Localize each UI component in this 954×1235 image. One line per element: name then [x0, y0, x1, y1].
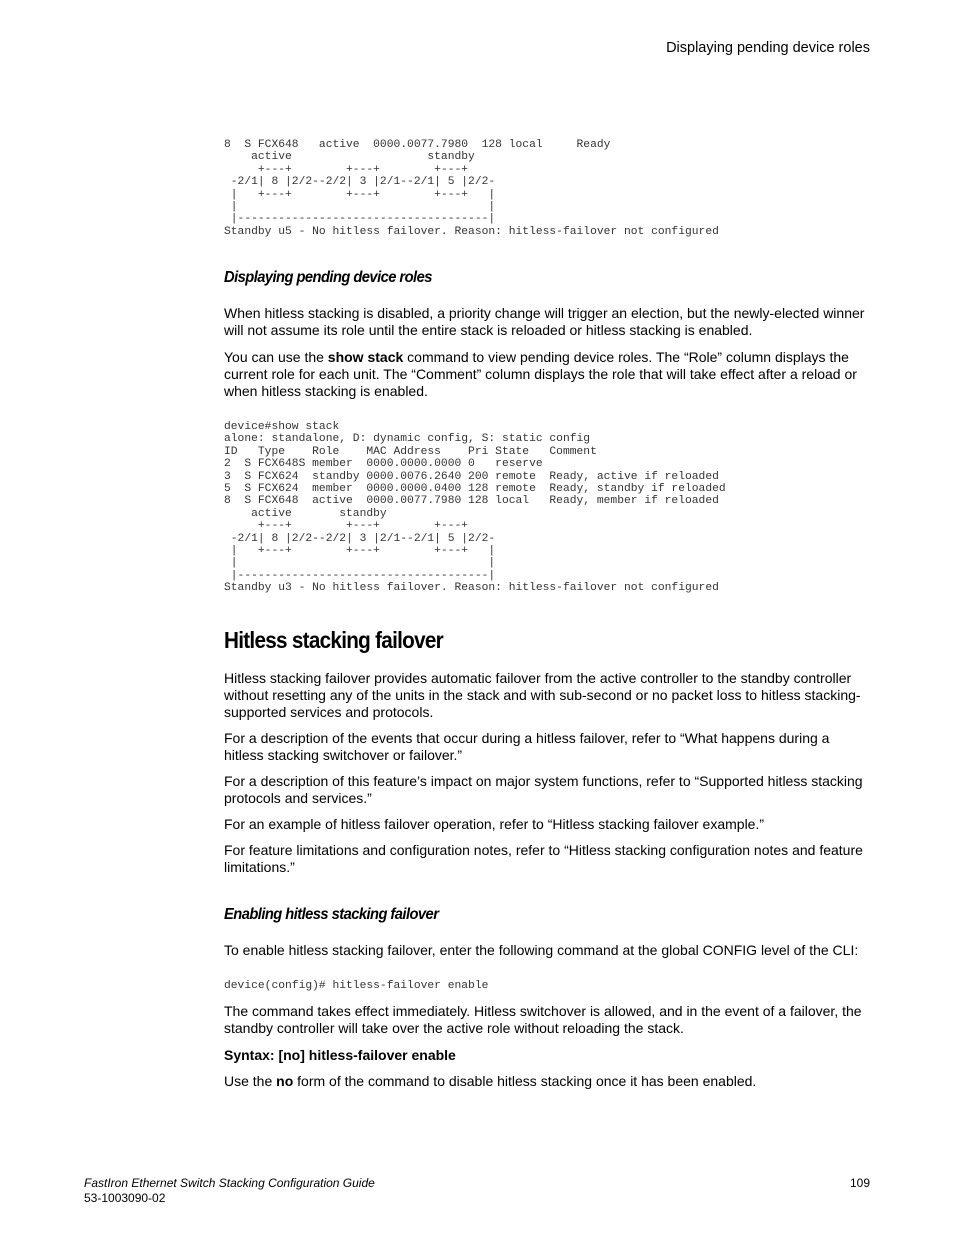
command-show-stack: show stack: [327, 349, 404, 365]
heading-enabling-failover: Enabling hitless stacking failover: [224, 906, 439, 923]
paragraph-failover-impact: For a description of this feature’s impact on major system functions, refer to “Supported hitless stacking protocols and services.”: [224, 773, 863, 806]
text-fragment: command to view pending device roles. The “Role” column displays the current role for each unit. The “Comment” column displays the role that will take effect after a reload or when hitless stacking is enabled.: [224, 349, 857, 399]
paragraph-failover-example: For an example of hitless failover operation, refer to “Hitless stacking failover example.”: [224, 816, 765, 832]
heading-hitless-stacking-failover: Hitless stacking failover: [224, 627, 444, 653]
syntax-line: Syntax: [no] hitless-failover enable: [224, 1047, 456, 1063]
paragraph-failover-events: For a description of the events that occur during a hitless failover, refer to “What happens during a hitless stacking switchover or failover.”: [224, 730, 830, 763]
paragraph-show-stack: [224, 349, 870, 400]
code-block-show-stack: device#show stack alone: standalone, D: dynamic config, S: static config ID Type Role MAC Address Pri State Comment 2 S FCX648S member 0000.0000.0000 0 reserve 3 S FCX624 standby 0000.0076.2640 200 remote Ready, active if reloaded 5 S FCX624 member 0000.0000.0400 128 remote Ready, standby if reloaded 8 S FCX648 active 0000.0077.7980 128 local Ready, member if reloaded active standby +---+ +---+ +---+ -2/1| 8 |2/2--2/2| 3 |2/1--2/1| 5 |2/2- | +---+ +---+ +---+ | | | |-------------------------------------| Standby u3 - No hitless failover. Reason: hitless-failover not configured: [224, 421, 726, 595]
paragraph-failover-intro: Hitless stacking failover provides automatic failover from the active controller to the standby controller without resetting any of the units in the stack and with sub-second or no packet loss to hitless stacking-supported services and protocols.: [224, 670, 861, 720]
paragraph-enable-effect: The command takes effect immediately. Hitless switchover is allowed, and in the event of a failover, the standby controller will take over the active role without reloading the stack.: [224, 1003, 862, 1036]
text-fragment: Use the: [224, 1073, 277, 1089]
code-block-stack-output: 8 S FCX648 active 0000.0077.7980 128 local Ready active standby +---+ +---+ +---+ -2/1| 8 |2/2--2/2| 3 |2/1--2/1| 5 |2/2- | +---+ +---+ +---+ | | | |-------------------------------------| Standby u5 - No hitless failover. Reason: hitless-failover not configured: [224, 139, 719, 238]
text-fragment: You can use the: [224, 349, 328, 365]
paragraph-failover-limitations: For feature limitations and configuration notes, refer to “Hitless stacking configuration notes and feature limitations.”: [224, 842, 863, 875]
heading-pending-device-roles: Displaying pending device roles: [224, 269, 432, 286]
footer-left: [84, 1176, 375, 1206]
paragraph-no-form: [224, 1073, 870, 1090]
command-no: no: [276, 1073, 294, 1089]
paragraph-enable-instructions: To enable hitless stacking failover, enter the following command at the global CONFIG level of the CLI:: [224, 942, 859, 958]
footer-doc-number: 53-1003090-02: [84, 1191, 166, 1205]
code-enable-command: device(config)# hitless-failover enable: [224, 980, 489, 992]
running-header: Displaying pending device roles: [666, 40, 870, 56]
footer-page-number: 109: [849, 1176, 870, 1190]
paragraph-pending-intro: When hitless stacking is disabled, a priority change will trigger an election, but the newly-elected winner will not assume its role until the entire stack is reloaded or hitless stacking is enabled.: [224, 305, 865, 338]
text-fragment: form of the command to disable hitless stacking once it has been enabled.: [293, 1073, 757, 1089]
footer-guide-title: FastIron Ethernet Switch Stacking Configuration Guide: [84, 1176, 375, 1190]
